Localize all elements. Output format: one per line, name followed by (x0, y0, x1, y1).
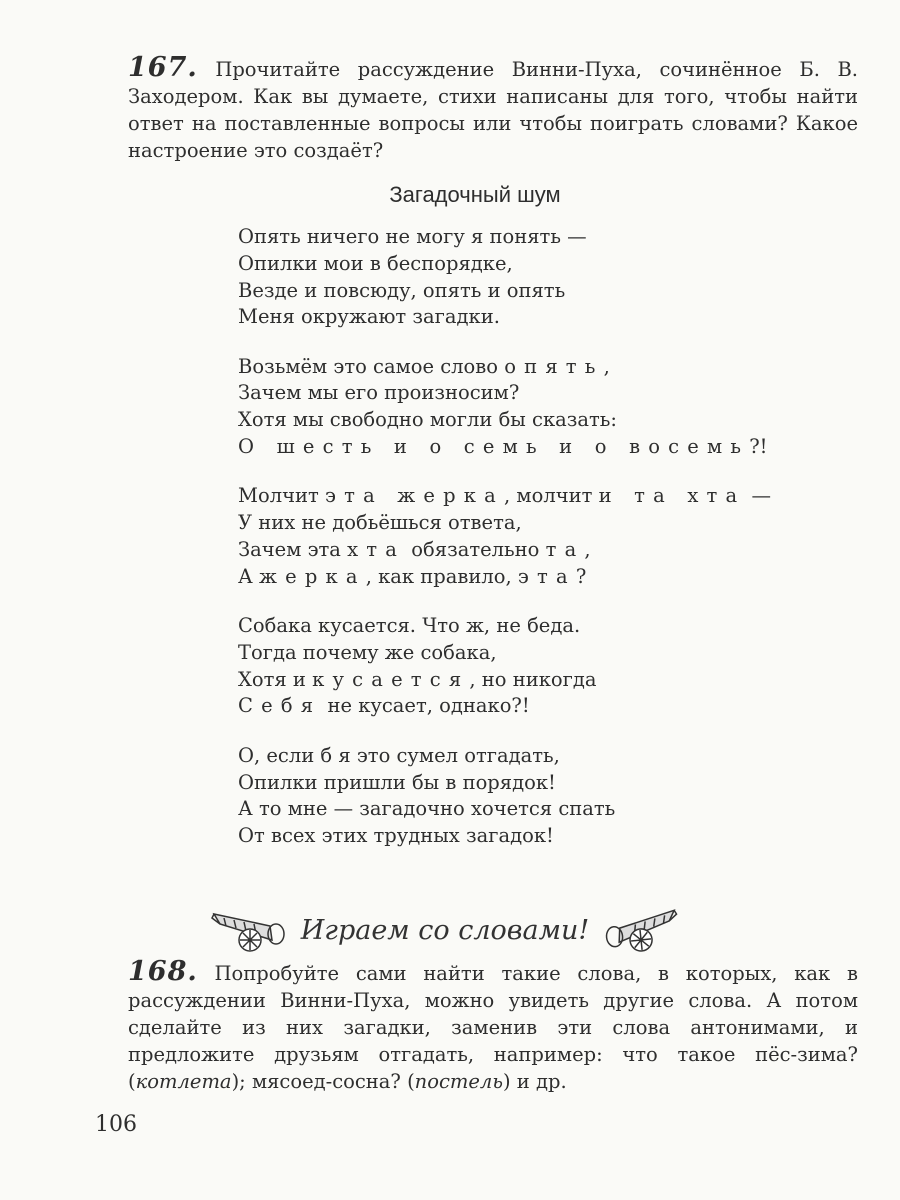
page-number: 106 (95, 1112, 137, 1137)
poem-line (238, 564, 771, 591)
poem-line (238, 380, 771, 407)
banner-title: Играем со словами! (300, 914, 590, 946)
task-number: 168. (128, 956, 198, 987)
poem-line (238, 693, 771, 720)
task-text: Прочитайте рассуждение Винни-Пуха, сочинённое Б. В. Заходером. Как вы думаете, стихи написаны для того, чтобы найти ответ на поставленные вопросы или чтобы поиграть словами? Какое настроение это создаёт? (128, 58, 858, 162)
spaced-word: эта (517, 564, 576, 588)
spaced-word: кусается (312, 667, 470, 691)
poem-line (238, 537, 771, 564)
task-text: Попробуйте сами найти такие слова, в которых, как в рассуждении Винни-Пуха, можно увидеть другие слова. А потом сделайте из них загадки, заменив эти слова антонимами, и предложите друзьям отгадать, например: что такое пёс-зима? ( (128, 962, 858, 1093)
poem-text: ?! (749, 435, 768, 459)
poem-stanza (238, 224, 771, 331)
poem-text: Везде и повсюду, опять и опять (238, 278, 566, 302)
cannon-icon (210, 906, 290, 954)
answer-2: постель (414, 1070, 503, 1093)
spaced-word: та (545, 537, 585, 561)
poem-text: Зачем мы его произносим? (238, 381, 520, 405)
poem-line (238, 434, 771, 461)
poem-text: Опять ничего не могу я понять — (238, 225, 587, 248)
answer-1: котлета (135, 1070, 232, 1093)
poem-line (238, 796, 771, 823)
poem-text: Меня окружают загадки. (238, 305, 500, 329)
poem-text: , (603, 354, 610, 378)
poem-text: Опилки пришли бы в порядок! (238, 770, 556, 794)
spaced-word: и та хта (598, 484, 746, 508)
task-text: ) и др. (502, 1070, 567, 1093)
poem-text: Собака кусается. Что ж, не беда. (238, 614, 581, 638)
poem-line (238, 613, 771, 640)
poem-text: Молчит (238, 484, 325, 508)
poem-text: Возьмём это самое слово (238, 354, 505, 378)
spaced-word: Себя (238, 694, 322, 718)
poem-line (238, 770, 771, 797)
poem-line (238, 823, 771, 850)
poem-line (238, 640, 771, 667)
poem-stanza (238, 743, 771, 850)
poem-stanza (238, 354, 771, 461)
poem-stanza (238, 613, 771, 720)
poem-text: Хотя мы свободно могли бы сказать: (238, 408, 617, 432)
poem-text: Опилки мои в беспорядке, (238, 251, 513, 275)
poem-text: , (584, 537, 591, 561)
poem-stanza (238, 483, 771, 590)
task-168 (128, 958, 858, 1095)
poem-text: Тогда почему же собака, (238, 640, 497, 664)
poem-line (238, 743, 771, 770)
poem-text: обязательно (405, 537, 546, 561)
poem-line (238, 304, 771, 331)
poem-line (238, 278, 771, 305)
poem-text: , но никогда (469, 667, 597, 691)
spaced-word: хта (347, 537, 406, 561)
poem-text: Хотя и (238, 667, 313, 691)
cannon-icon (598, 902, 683, 958)
poem (238, 224, 771, 872)
poem-text: От всех этих трудных загадок! (238, 824, 554, 848)
poem-line (238, 251, 771, 278)
poem-text: , как правило, (365, 564, 518, 588)
poem-line (238, 510, 771, 537)
poem-text: О, если б я это сумел отгадать, (238, 743, 560, 767)
poem-line (238, 354, 771, 381)
poem-title: Загадочный шум (389, 182, 561, 207)
section-banner (210, 905, 680, 955)
poem-line (238, 483, 771, 510)
poem-text: У них не добьёшься ответа, (238, 511, 522, 535)
poem-text: — (745, 484, 772, 508)
spaced-word: О шесть и о семь и о восемь (238, 435, 750, 459)
poem-text: А (238, 564, 259, 588)
poem-text: не кусает, однако?! (321, 694, 530, 718)
spaced-word: эта жерка (324, 484, 505, 508)
poem-text: А то мне — загадочно хочется спать (238, 797, 616, 821)
spaced-word: опять (504, 354, 604, 378)
poem-text: Зачем эта (238, 537, 348, 561)
poem-text: ? (575, 564, 587, 588)
poem-line (238, 224, 771, 251)
task-text: ); мясоед-сосна? ( (231, 1070, 415, 1093)
poem-line (238, 407, 771, 434)
poem-text: , молчит (504, 484, 599, 508)
task-167 (128, 54, 858, 164)
poem-line (238, 667, 771, 694)
spaced-word: жерка (258, 564, 366, 588)
task-number: 167. (128, 52, 198, 83)
